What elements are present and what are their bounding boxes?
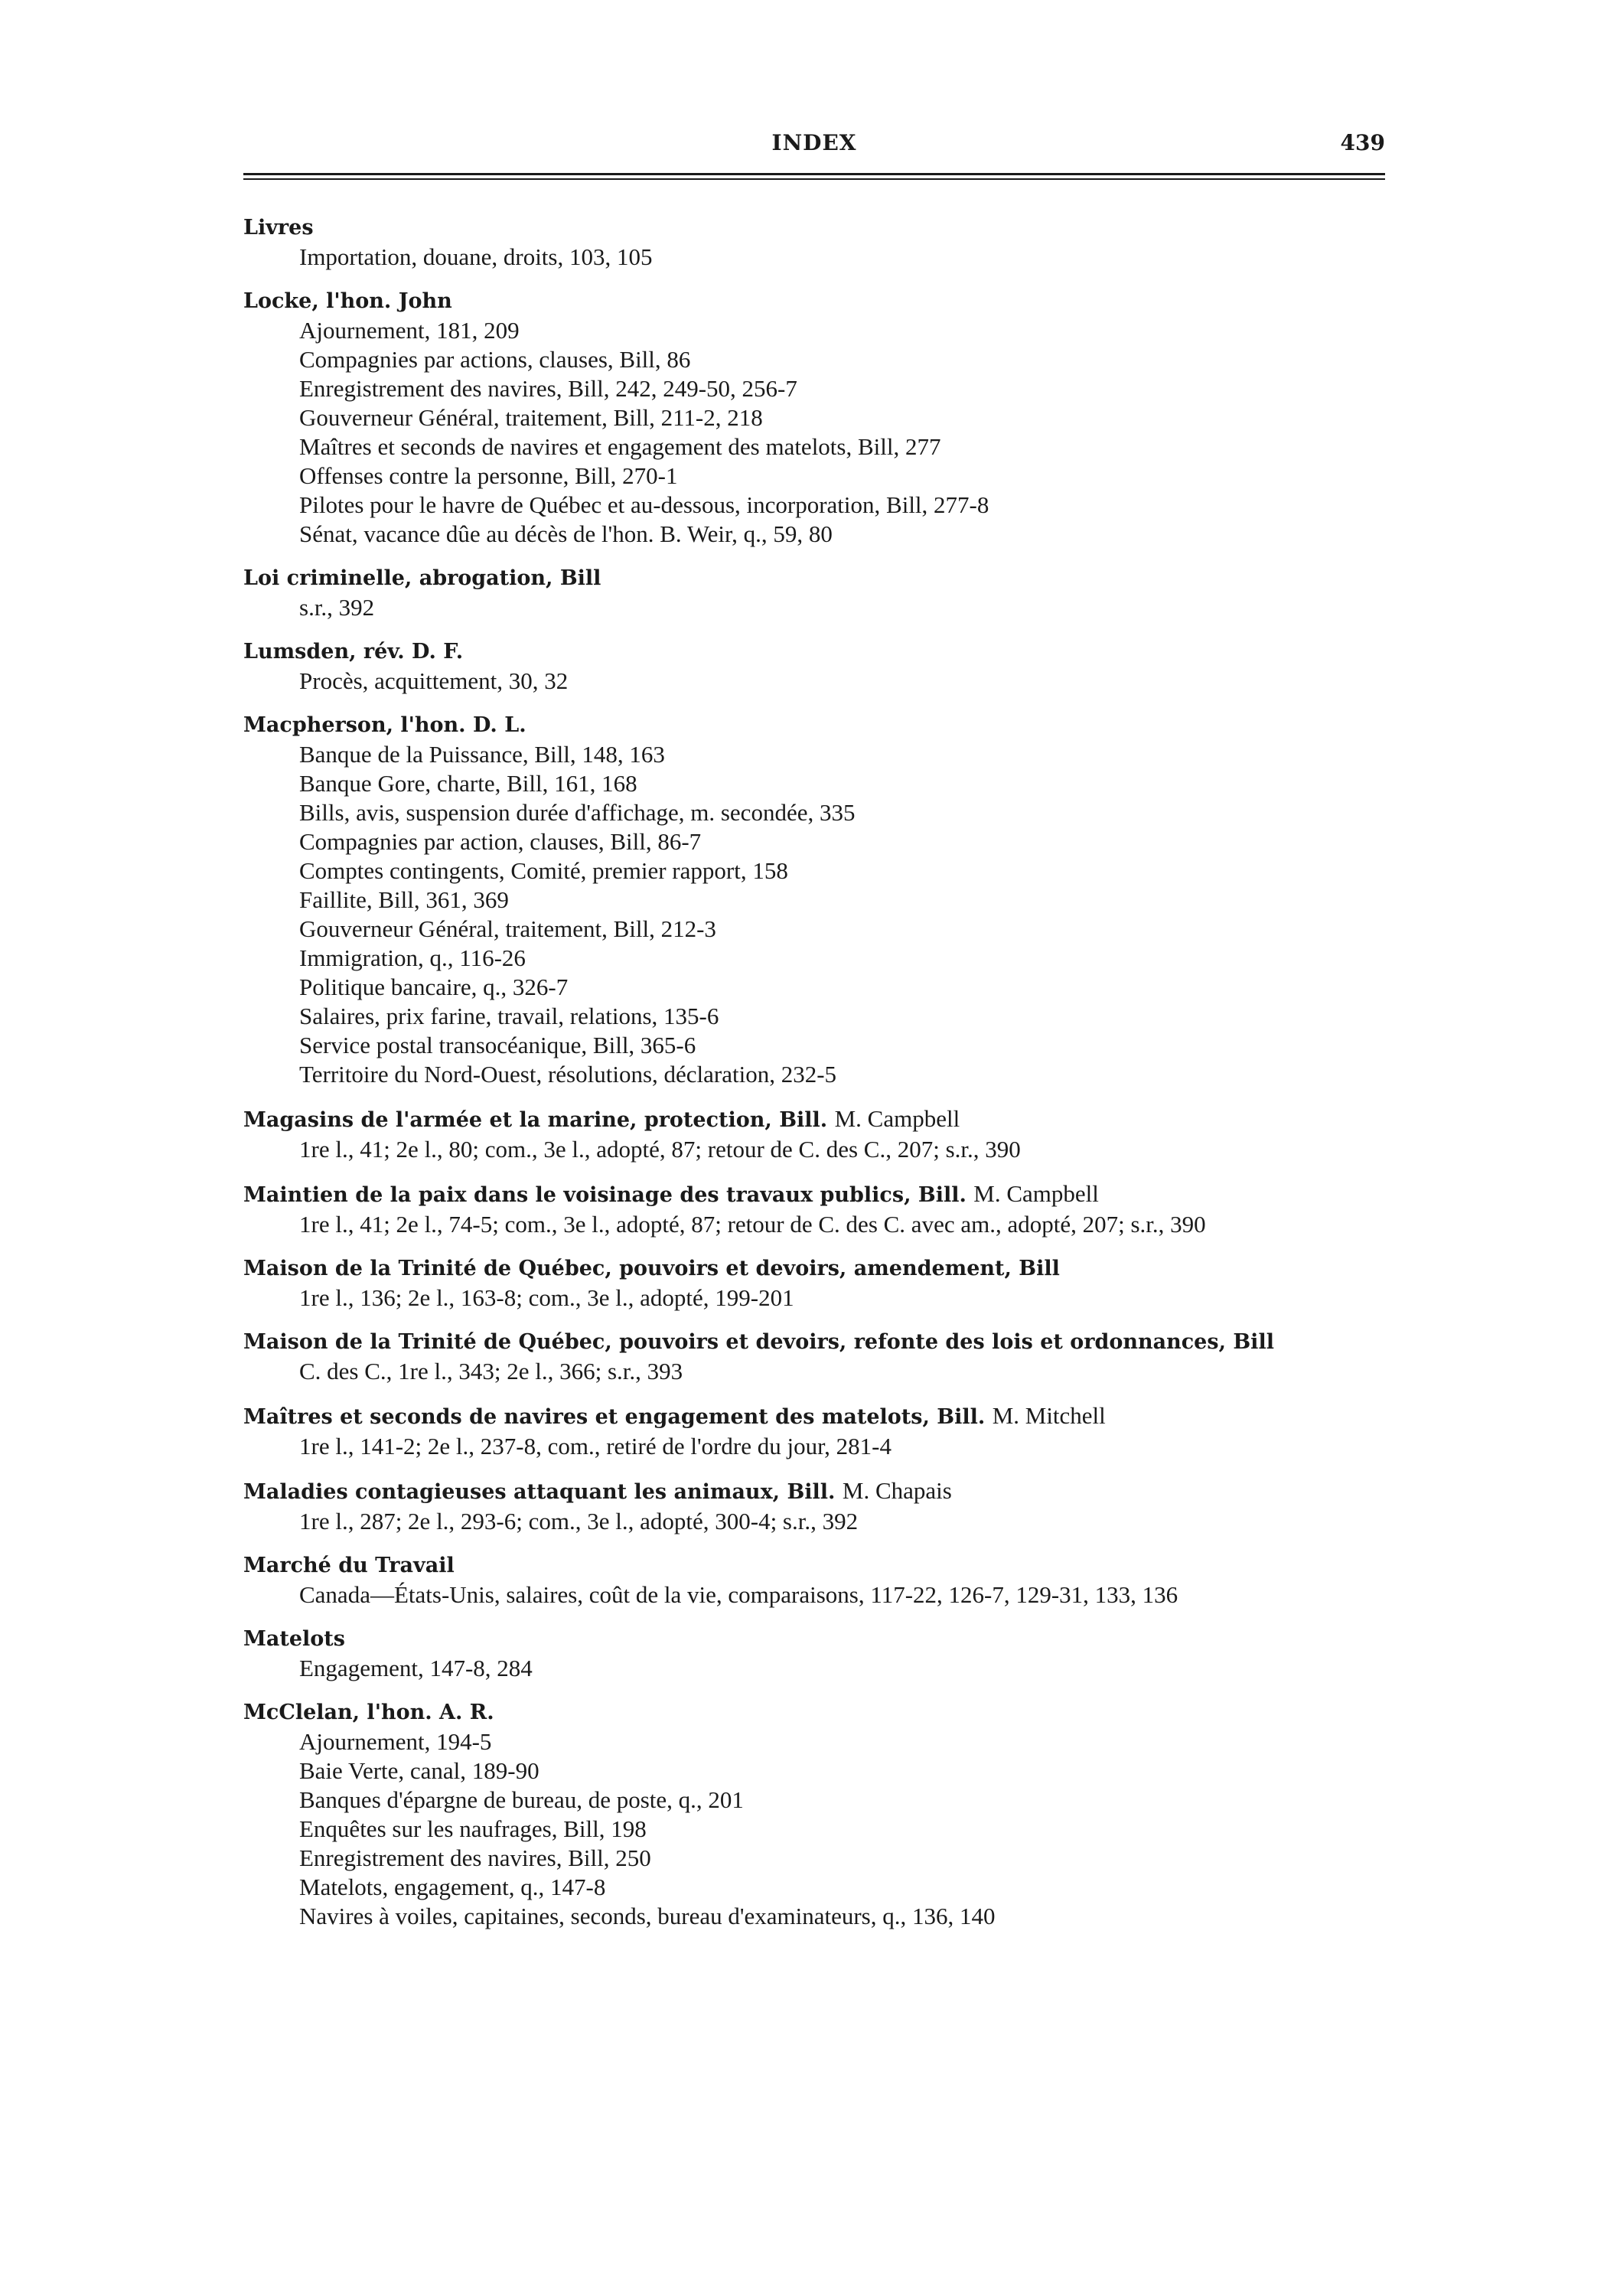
entry-subitem: Enregistrement des navires, Bill, 242, 249-50, 256-7 [299, 375, 797, 402]
entry-subitem: Territoire du Nord-Ouest, résolutions, déclaration, 232-5 [299, 1061, 837, 1088]
index-entry [243, 1698, 1385, 1931]
index-entry [243, 1625, 1385, 1683]
entry-subitem: Pilotes pour le havre de Québec et au-dessous, incorporation, Bill, 277-8 [299, 491, 989, 518]
entry-heading-text: Lumsden, rév. D. F. [243, 640, 464, 664]
index-entry [243, 1179, 1385, 1239]
entry-subitem: Matelots, engagement, q., 147-8 [299, 1874, 606, 1900]
entry-subitem: Ajournement, 181, 209 [299, 317, 520, 344]
entry-mover: M. Campbell [834, 1105, 960, 1132]
entry-heading-text: Magasins de l'armée et la marine, protection, Bill. [243, 1108, 828, 1132]
index-entry [243, 638, 1385, 696]
entry-heading-text: Loi criminelle, abrogation, Bill [243, 566, 601, 590]
entry-subitem: Comptes contingents, Comité, premier rapport, 158 [299, 857, 788, 884]
entry-subitem: 1re l., 136; 2e l., 163-8; com., 3e l., adopté, 199-201 [299, 1284, 794, 1311]
entry-heading-text: Macpherson, l'hon. D. L. [243, 713, 526, 737]
entry-subitem: Immigration, q., 116-26 [299, 944, 526, 971]
entry-heading-text: McClelan, l'hon. A. R. [243, 1701, 494, 1724]
entry-heading-text: Locke, l'hon. John [243, 289, 452, 313]
page-header [243, 130, 1385, 170]
page-title: INDEX [771, 130, 857, 155]
index-entry [243, 1551, 1385, 1609]
entry-heading-text: Livres [243, 216, 314, 240]
entry-heading [243, 214, 1385, 243]
entry-subitem: 1re l., 141-2; 2e l., 237-8, com., retiré de l'ordre du jour, 281-4 [299, 1433, 892, 1459]
entry-heading-text: Maîtres et seconds de navires et engagement des matelots, Bill. [243, 1405, 986, 1429]
entry-heading [243, 1625, 1385, 1654]
entry-heading-text: Marché du Travail [243, 1554, 455, 1577]
entry-mover: M. Mitchell [992, 1402, 1106, 1429]
entry-subitem: Banque de la Puissance, Bill, 148, 163 [299, 741, 665, 768]
entry-subitem: Enregistrement des navires, Bill, 250 [299, 1844, 651, 1871]
entry-subitem: Banques d'épargne de bureau, de poste, q., 201 [299, 1786, 744, 1813]
entry-subitem: Banque Gore, charte, Bill, 161, 168 [299, 770, 637, 797]
entry-subitem: Procès, acquittement, 30, 32 [299, 667, 569, 694]
entry-subitem: Enquêtes sur les naufrages, Bill, 198 [299, 1815, 647, 1842]
entry-subitem: Sénat, vacance dûe au décès de l'hon. B. Weir, q., 59, 80 [299, 520, 833, 547]
entry-subitem: 1re l., 287; 2e l., 293-6; com., 3e l., adopté, 300-4; s.r., 392 [299, 1508, 859, 1534]
entry-subitem: Compagnies par actions, clauses, Bill, 86 [299, 346, 691, 373]
entry-subitem: Politique bancaire, q., 326-7 [299, 974, 569, 1000]
index-entry [243, 564, 1385, 622]
entry-heading-text: Matelots [243, 1627, 345, 1651]
entry-subitem: 1re l., 41; 2e l., 80; com., 3e l., adopté, 87; retour de C. des C., 207; s.r., 390 [299, 1136, 1021, 1163]
header-rule-thin [243, 178, 1385, 180]
entry-subitem: Baie Verte, canal, 189-90 [299, 1757, 539, 1784]
entry-heading [243, 287, 1385, 316]
entry-subitem: Salaires, prix farine, travail, relations, 135-6 [299, 1003, 719, 1029]
entry-heading [243, 1254, 1385, 1283]
entry-heading [243, 1476, 1385, 1507]
entry-heading-text: Maison de la Trinité de Québec, pouvoirs et devoirs, refonte des lois et ordonnances, Bill [243, 1330, 1274, 1354]
entry-subitem: Offenses contre la personne, Bill, 270-1 [299, 462, 678, 489]
entry-mover: M. Campbell [973, 1180, 1099, 1207]
entry-mover: M. Chapais [842, 1477, 952, 1504]
entry-subitem: 1re l., 41; 2e l., 74-5; com., 3e l., adopté, 87; retour de C. des C. avec am., adopté, 207; s.r., 390 [299, 1211, 1206, 1238]
index-entry [243, 1401, 1385, 1461]
entry-heading [243, 1698, 1385, 1727]
entry-subitem: Bills, avis, suspension durée d'affichage, m. secondée, 335 [299, 799, 856, 826]
index-entry [243, 214, 1385, 272]
index-page [243, 130, 1385, 1946]
header-rule-thick [243, 173, 1385, 175]
entry-heading [243, 1551, 1385, 1580]
entry-subitem: Gouverneur Général, traitement, Bill, 212-3 [299, 915, 716, 942]
entry-subitem: Compagnies par action, clauses, Bill, 86-7 [299, 828, 702, 855]
entry-heading-text: Maintien de la paix dans le voisinage des travaux publics, Bill. [243, 1183, 966, 1207]
index-entry [243, 1476, 1385, 1536]
entry-subitem: Canada—États-Unis, salaires, coût de la vie, comparaisons, 117-22, 126-7, 129-31, 133, 136 [299, 1581, 1178, 1608]
index-entries [243, 214, 1385, 1931]
entry-heading [243, 1328, 1385, 1357]
entry-heading-text: Maladies contagieuses attaquant les animaux, Bill. [243, 1480, 836, 1504]
index-entry [243, 287, 1385, 549]
entry-subitem: Maîtres et seconds de navires et engagement des matelots, Bill, 277 [299, 433, 941, 460]
entry-subitem: Navires à voiles, capitaines, seconds, bureau d'examinateurs, q., 136, 140 [299, 1903, 996, 1929]
entry-heading [243, 1401, 1385, 1432]
index-entry [243, 1328, 1385, 1386]
entry-subitem: Faillite, Bill, 361, 369 [299, 886, 509, 913]
entry-subitem: C. des C., 1re l., 343; 2e l., 366; s.r., 393 [299, 1358, 683, 1384]
entry-heading [243, 564, 1385, 593]
entry-heading-text: Maison de la Trinité de Québec, pouvoirs et devoirs, amendement, Bill [243, 1257, 1060, 1280]
entry-heading [243, 1104, 1385, 1135]
entry-heading [243, 638, 1385, 667]
index-entry [243, 1254, 1385, 1313]
entry-subitem: Engagement, 147-8, 284 [299, 1655, 533, 1681]
entry-heading [243, 1179, 1385, 1210]
entry-subitem: Ajournement, 194-5 [299, 1728, 492, 1755]
entry-subitem: Gouverneur Général, traitement, Bill, 211-2, 218 [299, 404, 763, 431]
index-entry [243, 1104, 1385, 1164]
index-entry [243, 711, 1385, 1089]
page-number: 439 [1340, 130, 1385, 155]
entry-subitem: Importation, douane, droits, 103, 105 [299, 243, 653, 270]
entry-subitem: Service postal transocéanique, Bill, 365-6 [299, 1032, 696, 1058]
entry-subitem: s.r., 392 [299, 594, 375, 621]
entry-heading [243, 711, 1385, 740]
